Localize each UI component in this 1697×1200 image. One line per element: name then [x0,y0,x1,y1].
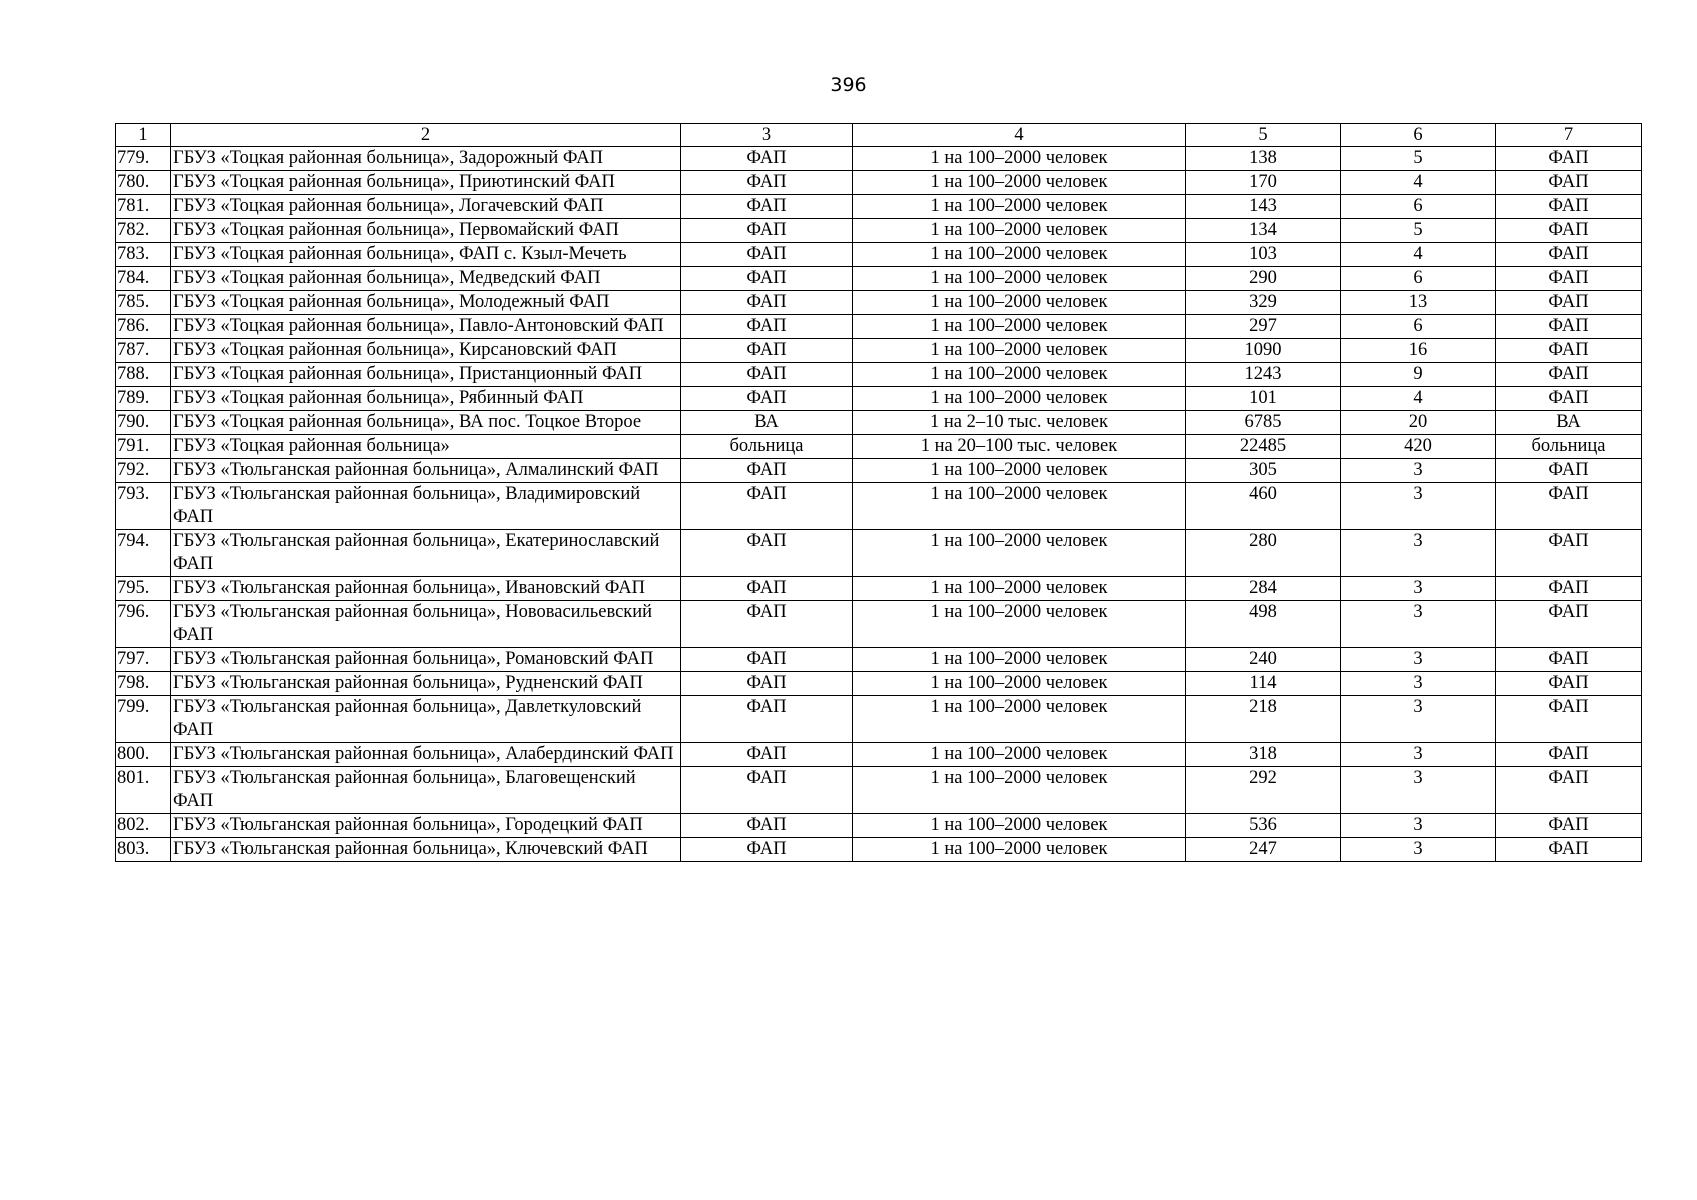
facility-name: ГБУЗ «Тоцкая районная больница» [171,435,681,459]
facility-category: ФАП [1496,339,1642,363]
row-number: 802. [116,814,171,838]
facility-name: ГБУЗ «Тоцкая районная больница», Логачевский ФАП [171,195,681,219]
population: 284 [1186,577,1341,601]
staff-count: 3 [1341,459,1496,483]
staff-count: 3 [1341,696,1496,743]
table-row [116,696,1642,743]
table-row [116,315,1642,339]
staff-count: 3 [1341,601,1496,648]
service-norm: 1 на 20–100 тыс. человек [853,435,1186,459]
facility-category: ФАП [1496,838,1642,862]
facility-name: ГБУЗ «Тюльганская районная больница», Романовский ФАП [171,648,681,672]
facility-name: ГБУЗ «Тоцкая районная больница», ВА пос. Тоцкое Второе [171,411,681,435]
facility-category: ВА [1496,411,1642,435]
staff-count: 420 [1341,435,1496,459]
facility-category: ФАП [1496,171,1642,195]
facility-category: ФАП [1496,648,1642,672]
service-norm: 1 на 100–2000 человек [853,171,1186,195]
facility-category: больница [1496,435,1642,459]
facility-type: больница [681,435,853,459]
table-row [116,195,1642,219]
service-norm: 1 на 100–2000 человек [853,315,1186,339]
table-row [116,838,1642,862]
facility-category: ФАП [1496,814,1642,838]
service-norm: 1 на 100–2000 человек [853,814,1186,838]
facility-type: ФАП [681,672,853,696]
population: 318 [1186,743,1341,767]
population: 498 [1186,601,1341,648]
facility-category: ФАП [1496,267,1642,291]
facility-name: ГБУЗ «Тоцкая районная больница», Пристанционный ФАП [171,363,681,387]
table-row [116,147,1642,171]
facility-name: ГБУЗ «Тоцкая районная больница», Кирсановский ФАП [171,339,681,363]
facility-type: ФАП [681,339,853,363]
facility-name: ГБУЗ «Тюльганская районная больница», Алабердинский ФАП [171,743,681,767]
row-number: 789. [116,387,171,411]
population: 460 [1186,483,1341,530]
staff-count: 5 [1341,219,1496,243]
facility-type: ФАП [681,219,853,243]
staff-count: 3 [1341,648,1496,672]
population: 103 [1186,243,1341,267]
table-row [116,767,1642,814]
facility-category: ФАП [1496,291,1642,315]
table-body [116,124,1642,862]
facility-name: ГБУЗ «Тоцкая районная больница», ФАП с. Кзыл-Мечеть [171,243,681,267]
service-norm: 1 на 100–2000 человек [853,648,1186,672]
facility-type: ФАП [681,171,853,195]
facility-category: ФАП [1496,219,1642,243]
population: 305 [1186,459,1341,483]
staff-count: 6 [1341,267,1496,291]
facility-type: ФАП [681,743,853,767]
table-row [116,648,1642,672]
service-norm: 1 на 100–2000 человек [853,601,1186,648]
column-header: 1 [116,124,171,147]
service-norm: 1 на 100–2000 человек [853,363,1186,387]
row-number: 792. [116,459,171,483]
facility-type: ФАП [681,147,853,171]
facility-category: ФАП [1496,387,1642,411]
row-number: 798. [116,672,171,696]
row-number: 796. [116,601,171,648]
population: 22485 [1186,435,1341,459]
facility-category: ФАП [1496,147,1642,171]
table-row [116,672,1642,696]
service-norm: 1 на 100–2000 человек [853,387,1186,411]
facility-name: ГБУЗ «Тоцкая районная больница», Первомайский ФАП [171,219,681,243]
facility-category: ФАП [1496,459,1642,483]
facility-type: ФАП [681,696,853,743]
table-row [116,291,1642,315]
facility-type: ФАП [681,243,853,267]
staff-count: 3 [1341,767,1496,814]
facility-type: ФАП [681,530,853,577]
row-number: 779. [116,147,171,171]
table-row [116,577,1642,601]
table-row [116,339,1642,363]
population: 101 [1186,387,1341,411]
facility-type: ФАП [681,577,853,601]
service-norm: 1 на 100–2000 человек [853,743,1186,767]
population: 297 [1186,315,1341,339]
service-norm: 1 на 100–2000 человек [853,577,1186,601]
facility-type: ФАП [681,363,853,387]
staff-count: 13 [1341,291,1496,315]
facilities-table [115,123,1642,862]
table-row [116,814,1642,838]
table-row [116,363,1642,387]
staff-count: 3 [1341,577,1496,601]
row-number: 799. [116,696,171,743]
service-norm: 1 на 100–2000 человек [853,767,1186,814]
population: 134 [1186,219,1341,243]
facility-category: ФАП [1496,483,1642,530]
facility-name: ГБУЗ «Тюльганская районная больница», Благовещенский ФАП [171,767,681,814]
service-norm: 1 на 100–2000 человек [853,672,1186,696]
column-header: 7 [1496,124,1642,147]
population: 218 [1186,696,1341,743]
population: 1090 [1186,339,1341,363]
service-norm: 1 на 100–2000 человек [853,696,1186,743]
staff-count: 20 [1341,411,1496,435]
row-number: 803. [116,838,171,862]
row-number: 784. [116,267,171,291]
staff-count: 3 [1341,814,1496,838]
row-number: 793. [116,483,171,530]
row-number: 787. [116,339,171,363]
column-header: 5 [1186,124,1341,147]
service-norm: 1 на 100–2000 человек [853,483,1186,530]
facility-name: ГБУЗ «Тоцкая районная больница», Приютинский ФАП [171,171,681,195]
facility-type: ФАП [681,483,853,530]
column-header: 3 [681,124,853,147]
table-row [116,601,1642,648]
row-number: 800. [116,743,171,767]
facility-category: ФАП [1496,696,1642,743]
facility-category: ФАП [1496,195,1642,219]
facility-name: ГБУЗ «Тюльганская районная больница», Рудненский ФАП [171,672,681,696]
table-row [116,267,1642,291]
facility-type: ФАП [681,315,853,339]
population: 290 [1186,267,1341,291]
table-row [116,219,1642,243]
population: 170 [1186,171,1341,195]
facility-category: ФАП [1496,767,1642,814]
facility-type: ФАП [681,601,853,648]
facility-name: ГБУЗ «Тюльганская районная больница», Владимировский ФАП [171,483,681,530]
staff-count: 4 [1341,171,1496,195]
table-row [116,459,1642,483]
service-norm: 1 на 100–2000 человек [853,838,1186,862]
population: 536 [1186,814,1341,838]
service-norm: 1 на 100–2000 человек [853,459,1186,483]
facility-type: ФАП [681,459,853,483]
facility-name: ГБУЗ «Тюльганская районная больница», Екатеринославский ФАП [171,530,681,577]
facility-type: ФАП [681,648,853,672]
row-number: 790. [116,411,171,435]
facility-name: ГБУЗ «Тюльганская районная больница», Городецкий ФАП [171,814,681,838]
facility-category: ФАП [1496,672,1642,696]
facility-name: ГБУЗ «Тоцкая районная больница», Задорожный ФАП [171,147,681,171]
facility-category: ФАП [1496,743,1642,767]
population: 329 [1186,291,1341,315]
service-norm: 1 на 100–2000 человек [853,243,1186,267]
facility-category: ФАП [1496,601,1642,648]
facility-category: ФАП [1496,315,1642,339]
table-row [116,743,1642,767]
row-number: 801. [116,767,171,814]
table-row [116,171,1642,195]
facility-name: ГБУЗ «Тоцкая районная больница», Молодежный ФАП [171,291,681,315]
staff-count: 4 [1341,387,1496,411]
row-number: 780. [116,171,171,195]
population: 247 [1186,838,1341,862]
column-header: 6 [1341,124,1496,147]
service-norm: 1 на 100–2000 человек [853,219,1186,243]
row-number: 783. [116,243,171,267]
facility-category: ФАП [1496,363,1642,387]
service-norm: 1 на 100–2000 человек [853,291,1186,315]
table-row [116,243,1642,267]
table-header-row [116,124,1642,147]
facility-type: ФАП [681,767,853,814]
table-row [116,387,1642,411]
facility-type: ФАП [681,838,853,862]
staff-count: 9 [1341,363,1496,387]
service-norm: 1 на 100–2000 человек [853,267,1186,291]
page-number: 396 [830,74,867,96]
facility-name: ГБУЗ «Тюльганская районная больница», Ивановский ФАП [171,577,681,601]
facility-type: ФАП [681,814,853,838]
facility-type: ФАП [681,291,853,315]
column-header: 2 [171,124,681,147]
service-norm: 1 на 100–2000 человек [853,530,1186,577]
staff-count: 16 [1341,339,1496,363]
staff-count: 4 [1341,243,1496,267]
population: 240 [1186,648,1341,672]
facility-name: ГБУЗ «Тюльганская районная больница», Алмалинский ФАП [171,459,681,483]
population: 114 [1186,672,1341,696]
row-number: 797. [116,648,171,672]
staff-count: 3 [1341,672,1496,696]
service-norm: 1 на 100–2000 человек [853,147,1186,171]
staff-count: 3 [1341,743,1496,767]
row-number: 781. [116,195,171,219]
population: 292 [1186,767,1341,814]
row-number: 782. [116,219,171,243]
service-norm: 1 на 100–2000 человек [853,195,1186,219]
facility-name: ГБУЗ «Тюльганская районная больница», Ключевский ФАП [171,838,681,862]
facility-type: ФАП [681,267,853,291]
population: 1243 [1186,363,1341,387]
facility-type: ВА [681,411,853,435]
staff-count: 3 [1341,483,1496,530]
facility-category: ФАП [1496,243,1642,267]
row-number: 785. [116,291,171,315]
row-number: 795. [116,577,171,601]
staff-count: 3 [1341,838,1496,862]
facility-name: ГБУЗ «Тюльганская районная больница», Нововасильевский ФАП [171,601,681,648]
table-row [116,411,1642,435]
table-row [116,530,1642,577]
row-number: 786. [116,315,171,339]
staff-count: 6 [1341,195,1496,219]
staff-count: 3 [1341,530,1496,577]
population: 143 [1186,195,1341,219]
facility-name: ГБУЗ «Тоцкая районная больница», Медведский ФАП [171,267,681,291]
facility-name: ГБУЗ «Тюльганская районная больница», Давлеткуловский ФАП [171,696,681,743]
population: 138 [1186,147,1341,171]
service-norm: 1 на 100–2000 человек [853,339,1186,363]
facility-name: ГБУЗ «Тоцкая районная больница», Рябинный ФАП [171,387,681,411]
facility-type: ФАП [681,387,853,411]
table-row [116,483,1642,530]
table-row [116,435,1642,459]
row-number: 788. [116,363,171,387]
column-header: 4 [853,124,1186,147]
facility-category: ФАП [1496,530,1642,577]
population: 6785 [1186,411,1341,435]
facility-name: ГБУЗ «Тоцкая районная больница», Павло-Антоновский ФАП [171,315,681,339]
row-number: 794. [116,530,171,577]
staff-count: 6 [1341,315,1496,339]
facility-type: ФАП [681,195,853,219]
facility-category: ФАП [1496,577,1642,601]
row-number: 791. [116,435,171,459]
service-norm: 1 на 2–10 тыс. человек [853,411,1186,435]
staff-count: 5 [1341,147,1496,171]
population: 280 [1186,530,1341,577]
